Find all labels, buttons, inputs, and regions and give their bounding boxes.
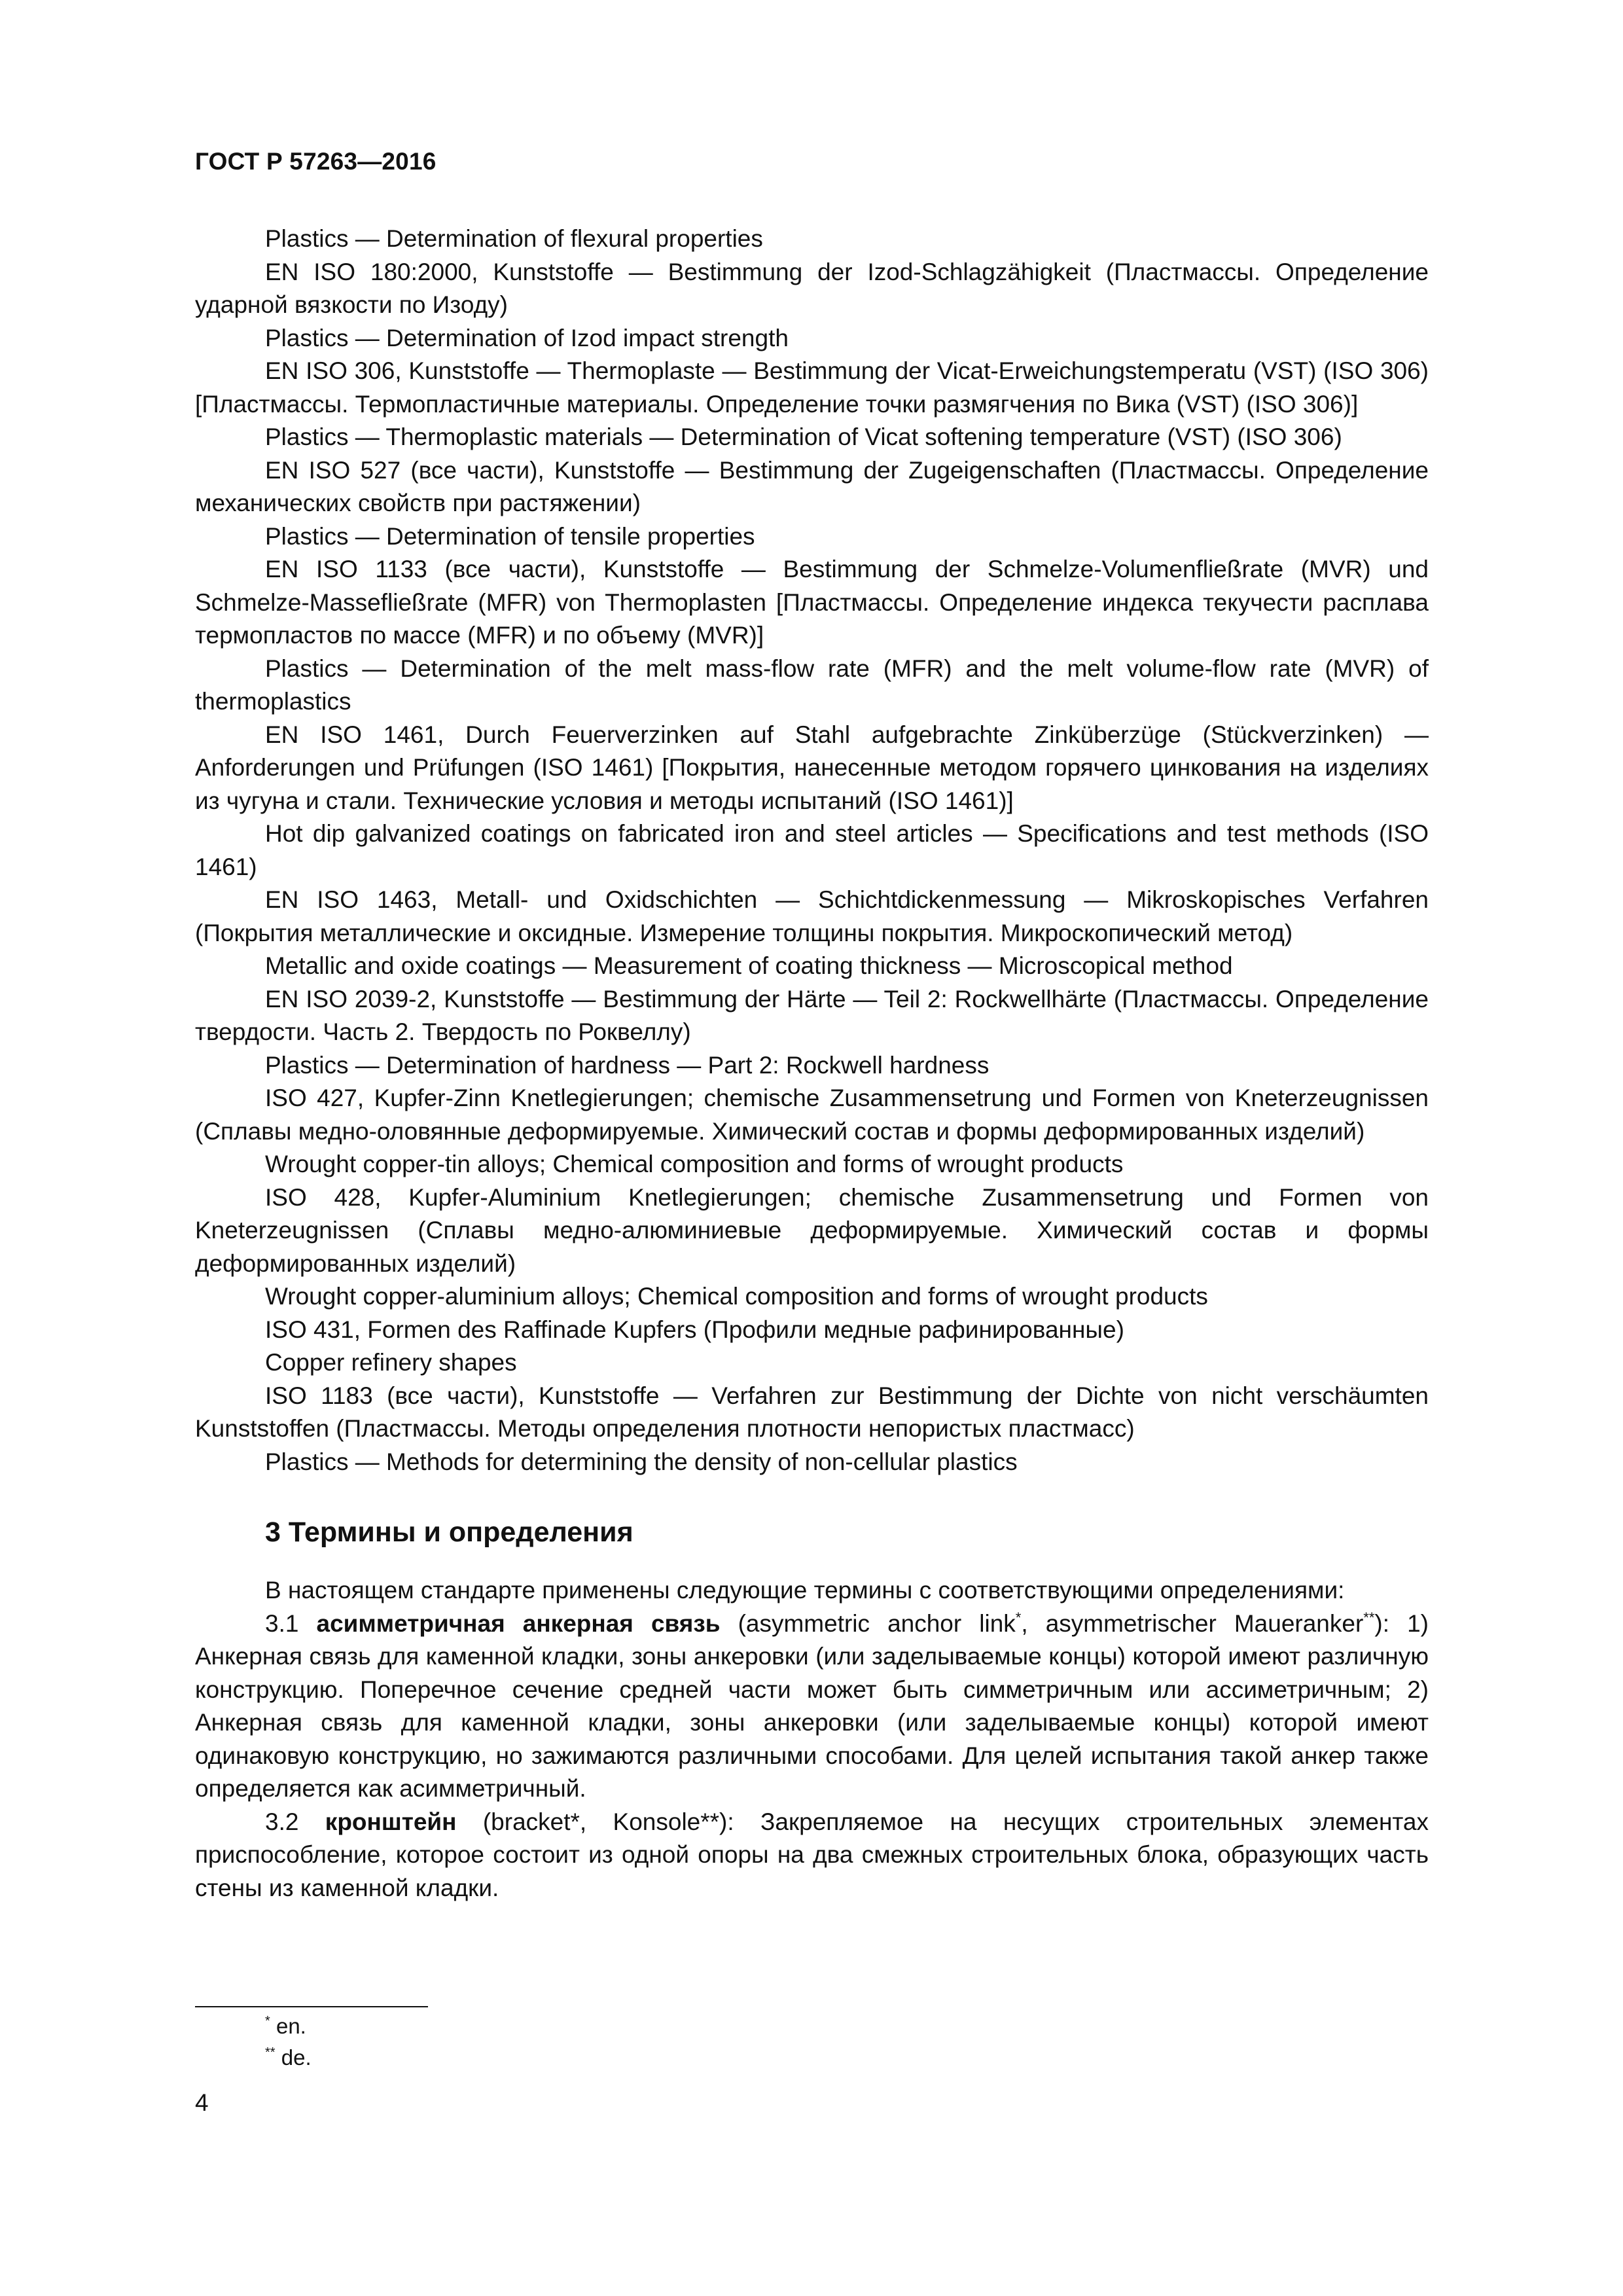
reference-line: Plastics — Determination of flexural properties bbox=[265, 225, 763, 252]
reference-line: ISO 431, Formen des Raffinade Kupfers (Профили медные рафинированные) bbox=[265, 1316, 1124, 1343]
term-equivalents: ): bbox=[1374, 1609, 1390, 1637]
term-definition bbox=[195, 1806, 1429, 1905]
reference-line: ISO 1183 (все части), Kunststoffe — Verfahren zur Bestimmung der Dichte von nicht verschäumten Kunststoffen (Пластмассы. Методы определения плотности непористых пластмасс) bbox=[195, 1382, 1429, 1442]
footnote-ref: ** bbox=[1363, 1609, 1375, 1626]
term-definition-text: 1) Анкерная связь для каменной кладки, зоны анкеровки (или заделываемые концы) которой имеют различную конструкцию. Поперечное сечение средней части может быть симметричным или ассиметричным; 2) Анкерная связь для каменной кладки, зоны анкеровки (или заделываемые концы) которой имеют одинаковую конструкцию, но зажимаются различными способами. Для целей испытания такой анкер также определяется как асимметричный. bbox=[195, 1609, 1429, 1802]
section-intro: В настоящем стандарте применены следующие термины с соответствующими определениями: bbox=[265, 1577, 1345, 1604]
footnote-separator bbox=[195, 2006, 428, 2007]
term-number: 3.1 bbox=[265, 1609, 299, 1637]
reference-line: EN ISO 1461, Durch Feuerverzinken auf Stahl aufgebrachte Zinküberzüge (Stückverzinken) — Anforderungen und Prüfungen (ISO 1461) [Покрытия, нанесенные методом горячего цинкования на изделиях из чугуна и стали. Технические условия и методы испытаний (ISO 1461)] bbox=[195, 721, 1429, 814]
reference-line: Plastics — Thermoplastic materials — Determination of Vicat softening temperature (VST) (ISO 306) bbox=[265, 423, 1342, 450]
page-number: 4 bbox=[195, 2089, 209, 2116]
reference-line: ISO 428, Kupfer-Aluminium Knetlegierungen; chemische Zusammensetrung und Formen von Kneterzeugnissen (Сплавы медно-алюминиевые деформируемые. Химический состав и формы деформированных изделий) bbox=[195, 1183, 1429, 1277]
footnote-mark: * bbox=[265, 2014, 270, 2028]
footnote bbox=[265, 2011, 312, 2042]
reference-line: EN ISO 1133 (все части), Kunststoffe — Bestimmung der Schmelze-Volumenfließrate (MVR) und Schmelze-Massefließrate (MFR) von Thermoplasten [Пластмассы. Определение индекса текучести расплава термопластов по массе (MFR) и по объему (MVR)] bbox=[195, 556, 1429, 649]
footnote-text: de. bbox=[281, 2045, 312, 2070]
reference-line: Plastics — Determination of Izod impact strength bbox=[265, 324, 789, 351]
standard-header: ГОСТ Р 57263—2016 bbox=[195, 148, 437, 175]
reference-line: Plastics — Determination of hardness — Part 2: Rockwell hardness bbox=[265, 1051, 990, 1079]
footnote bbox=[265, 2042, 312, 2073]
reference-line: Hot dip galvanized coatings on fabricated iron and steel articles — Specifications and test methods (ISO 1461) bbox=[195, 820, 1429, 880]
reference-line: Wrought copper-aluminium alloys; Chemical composition and forms of wrought products bbox=[265, 1283, 1208, 1310]
reference-line: Plastics — Determination of the melt mass-flow rate (MFR) and the melt volume-flow rate (MVR) of thermoplastics bbox=[195, 655, 1429, 715]
reference-line: EN ISO 527 (все части), Kunststoffe — Bestimmung der Zugeigenschaften (Пластмассы. Определение механических свойств при растяжении) bbox=[195, 456, 1429, 516]
term-equivalents: , asymmetrischer Maueranker bbox=[1021, 1609, 1364, 1637]
footnote-ref: * bbox=[1015, 1609, 1022, 1626]
footnote-text: en. bbox=[276, 2014, 306, 2038]
reference-line: Plastics — Determination of tensile properties bbox=[265, 522, 755, 550]
reference-line: EN ISO 1463, Metall- und Oxidschichten — Schichtdickenmessung — Mikroskopisches Verfahren (Покрытия металлические и оксидные. Измерение толщины покрытия. Микроскопический метод) bbox=[195, 886, 1429, 946]
term-number: 3.2 bbox=[265, 1808, 299, 1835]
reference-line: Plastics — Methods for determining the density of non-cellular plastics bbox=[265, 1448, 1018, 1475]
footnote-mark: ** bbox=[265, 2045, 276, 2060]
reference-line: ISO 427, Kupfer-Zinn Knetlegierungen; chemische Zusammensetrung und Formen von Kneterzeugnissen (Сплавы медно-оловянные деформируемые. Химический состав и формы деформированных изделий) bbox=[195, 1085, 1429, 1145]
reference-line: EN ISO 2039-2, Kunststoffe — Bestimmung der Härte — Teil 2: Rockwellhärte (Пластмассы. Определение твердости. Часть 2. Твердость по Роквеллу) bbox=[195, 985, 1429, 1045]
term-equivalents: (bracket*, Konsole**): bbox=[482, 1808, 734, 1835]
body-text bbox=[195, 223, 1429, 1905]
reference-line: Metallic and oxide coatings — Measurement of coating thickness — Microscopical method bbox=[265, 952, 1233, 979]
section-title: 3 Термины и определения bbox=[265, 1516, 633, 1548]
term-equivalents: (asymmetric anchor link bbox=[738, 1609, 1016, 1637]
reference-line: Copper refinery shapes bbox=[265, 1349, 517, 1376]
reference-line: Wrought copper-tin alloys; Chemical composition and forms of wrought products bbox=[265, 1151, 1124, 1177]
term-name: асимметричная анкерная связь bbox=[316, 1609, 721, 1637]
term-definition bbox=[195, 1607, 1429, 1806]
reference-line: EN ISO 306, Kunststoffe — Thermoplaste — Bestimmung der Vicat-Erweichungstemperatu (VST) (ISO 306) [Пластмассы. Термопластичные материалы. Определение точки размягчения по Вика (VST) (ISO 306)] bbox=[195, 357, 1429, 418]
term-name: кронштейн bbox=[325, 1808, 457, 1835]
term-definition-text: Закрепляемое на несущих строительных элементах приспособление, которое состоит из одной опоры на два смежных строительных блока, образующих часть стены из каменной кладки. bbox=[195, 1808, 1429, 1901]
footnotes bbox=[265, 2011, 312, 2073]
reference-line: EN ISO 180:2000, Kunststoffe — Bestimmung der Izod-Schlagzähigkeit (Пластмассы. Определение ударной вязкости по Изоду) bbox=[195, 258, 1429, 318]
